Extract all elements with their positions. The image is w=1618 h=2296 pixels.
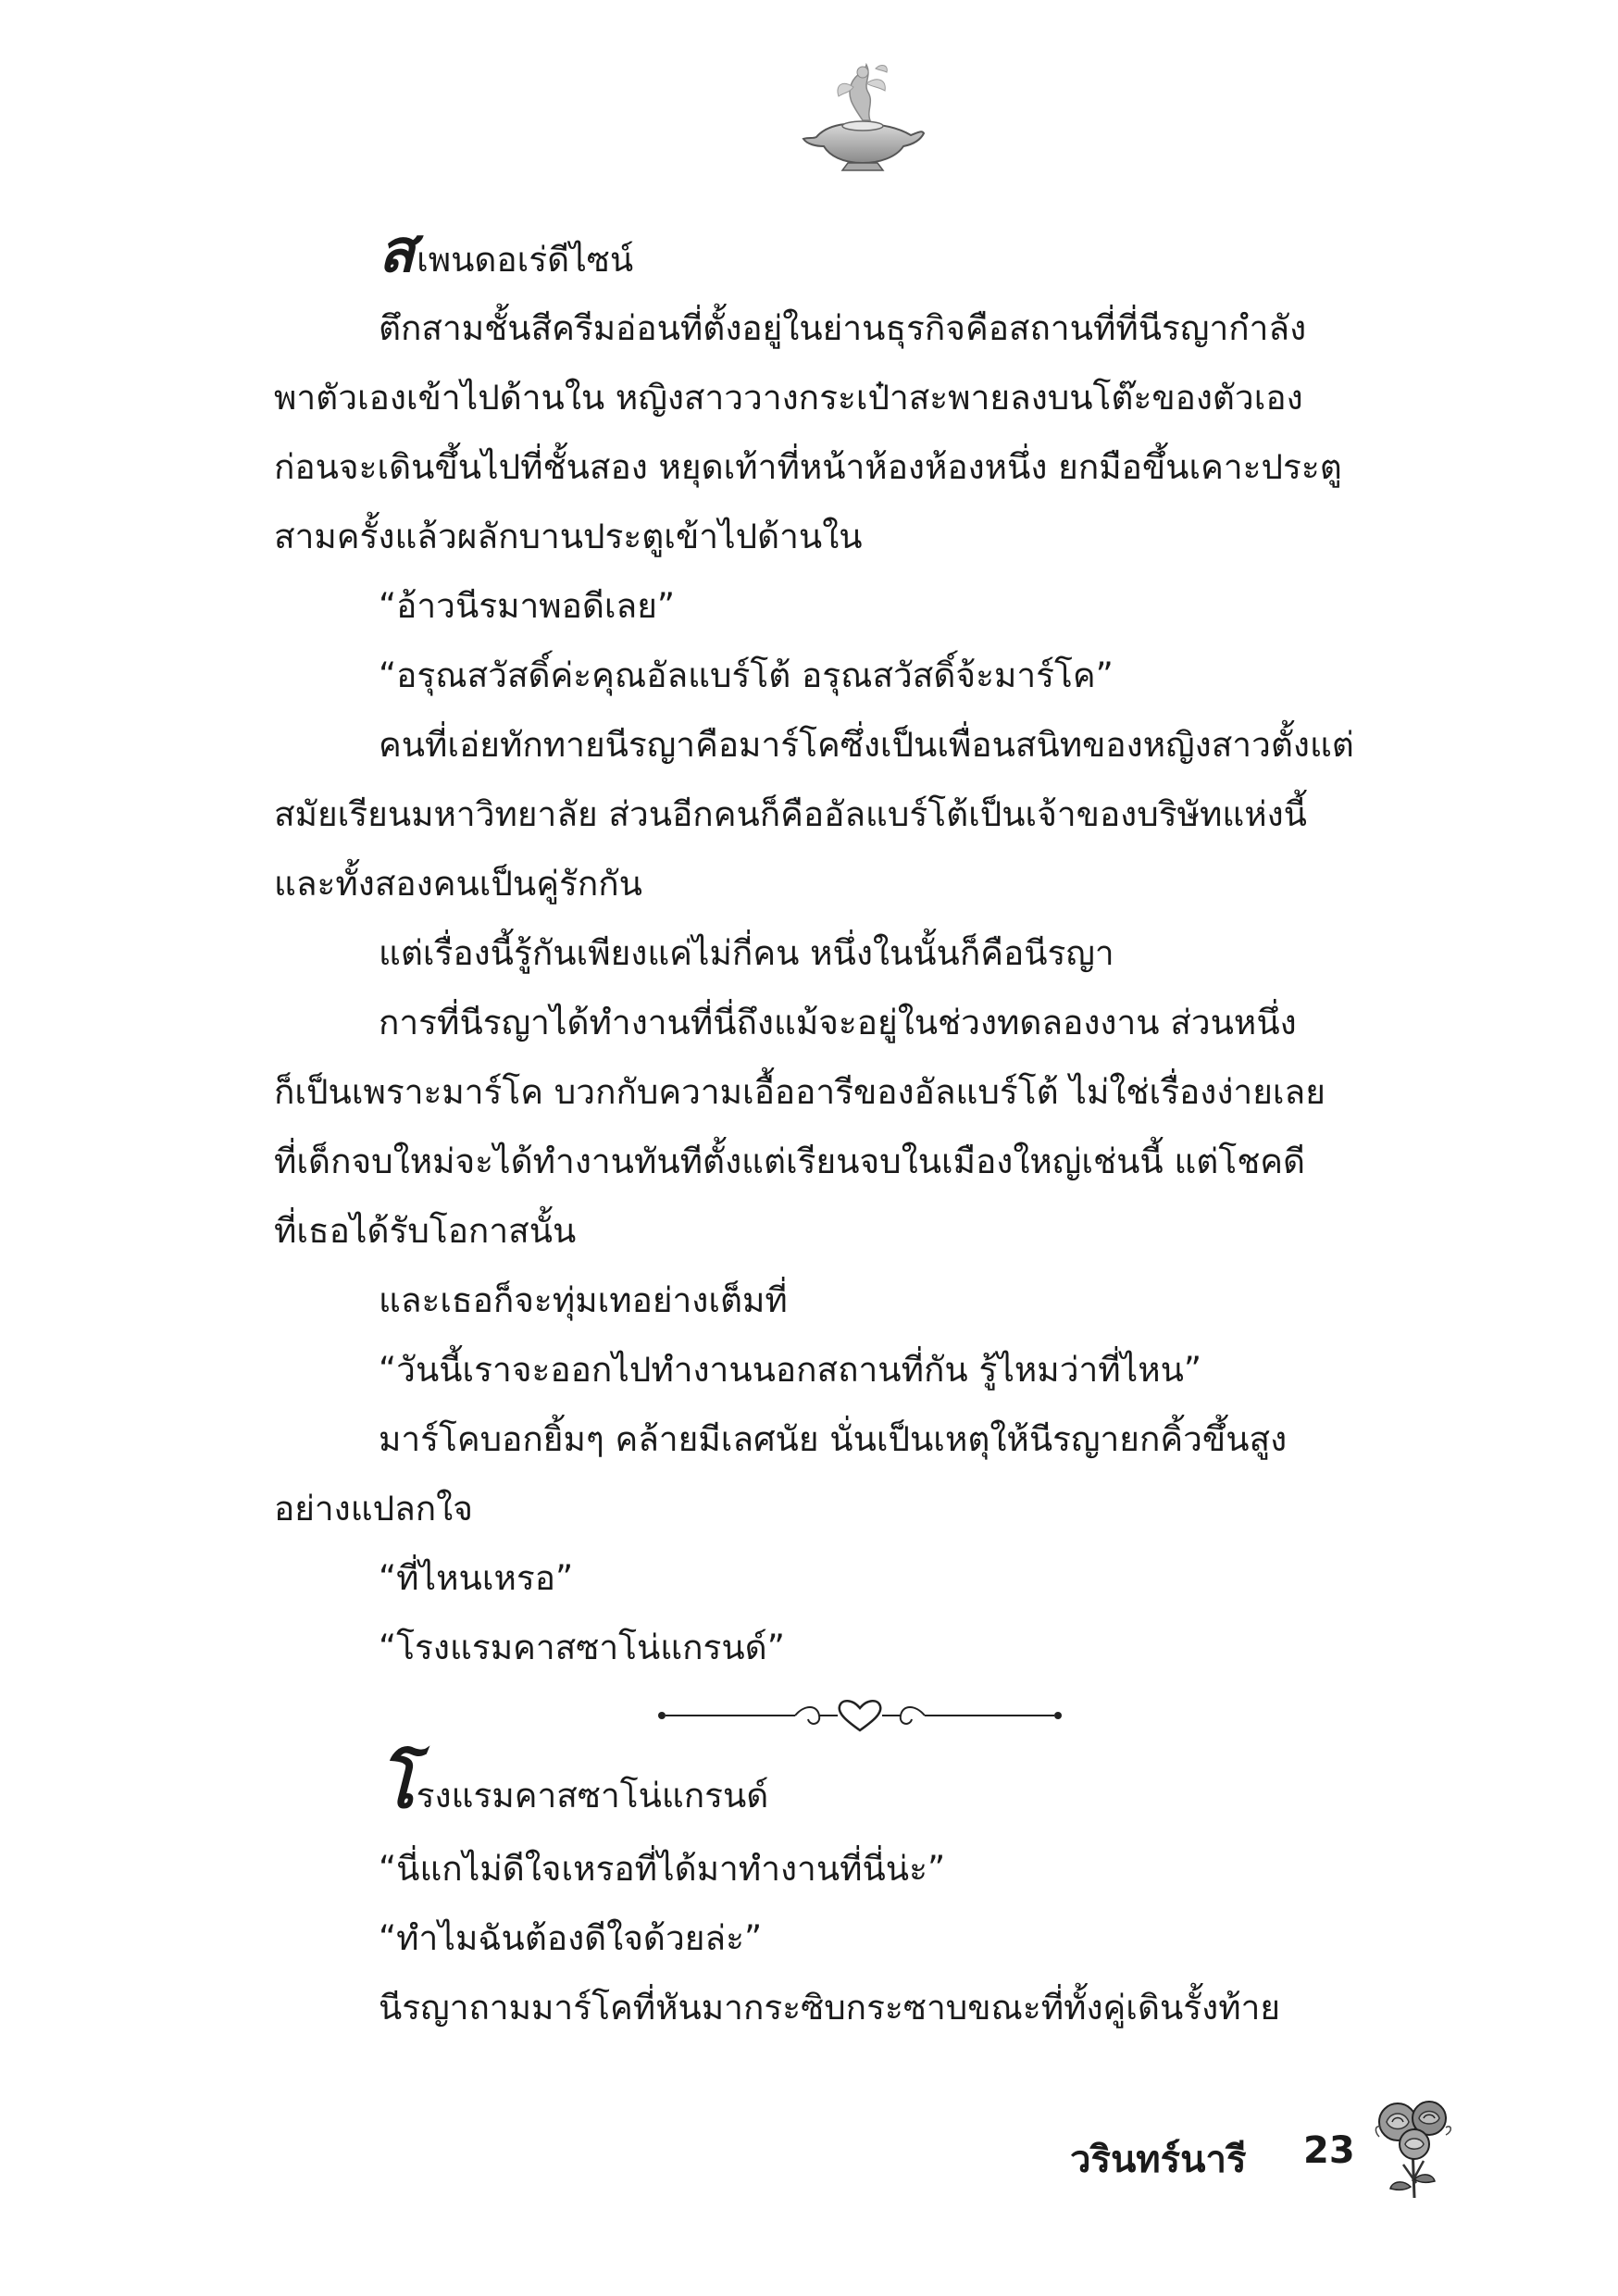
paragraph-line: และเธอก็จะทุ่มเทอย่างเต็มที่ (379, 1280, 788, 1320)
dialogue-line: “อ้าวนีรมาพอดีเลย” (379, 586, 676, 626)
page-footer (1070, 2090, 1496, 2202)
paragraph-line: สามครั้งแล้วผลักบานประตูเข้าไปด้านใน (274, 517, 863, 556)
paragraph-line: ก่อนจะเดินขึ้นไปที่ชั้นสอง หยุดเท้าที่หน้าห้องห้องหนึ่ง ยกมือขึ้นเคาะประตู (274, 447, 1342, 487)
paragraph-line: และทั้งสองคนเป็นคู่รักกัน (274, 864, 642, 904)
paragraph-line: อย่างแปลกใจ (274, 1489, 473, 1529)
paragraph-line: คนที่เอ่ยทักทายนีรญาคือมาร์โคซึ่งเป็นเพื่อนสนิทของหญิงสาวตั้งแต่ (379, 725, 1354, 765)
heading-text: เพนดอเร่ดีไซน์ (417, 240, 634, 280)
paragraph-line: สมัยเรียนมหาวิทยาลัย ส่วนอีกคนก็คืออัลแบร์โต้เป็นเจ้าของบริษัทแห่งนี้ (274, 794, 1307, 834)
paragraph-line: มาร์โคบอกยิ้มๆ คล้ายมีเลศนัย นั่นเป็นเหตุให้นีรญายกคิ้วขึ้นสูง (379, 1419, 1288, 1459)
paragraph-line: พาตัวเองเข้าไปด้านใน หญิงสาววางกระเป๋าสะพายลงบนโต๊ะของตัวเอง (274, 378, 1303, 418)
paragraph-line: ก็เป็นเพราะมาร์โค บวกกับความเอื้ออารีของอัลแบร์โต้ ไม่ใช่เรื่องง่ายเลย (274, 1072, 1326, 1112)
dialogue-line: “โรงแรมคาสซาโน่แกรนด์” (379, 1628, 785, 1667)
section-heading (274, 1745, 1462, 1834)
dialogue-line: “อรุณสวัสดิ์ค่ะคุณอัลแบร์โต้ อรุณสวัสดิ์จ้ะมาร์โค” (379, 655, 1114, 695)
drop-cap: ส (379, 218, 416, 286)
drop-cap: โ (379, 1745, 415, 1823)
genie-lamp-icon (798, 56, 927, 176)
dialogue-line: “วันนี้เราจะออกไปทำงานนอกสถานที่กัน รู้ไหมว่าที่ไหน” (379, 1350, 1202, 1390)
dialogue-line: “ทำไมฉันต้องดีใจด้วยล่ะ” (379, 1918, 763, 1958)
rose-icon (1366, 2090, 1459, 2202)
scene-divider (274, 1682, 1462, 1756)
paragraph-line: ตึกสามชั้นสีครีมอ่อนที่ตั้งอยู่ในย่านธุรกิจคือสถานที่ที่นีรญากำลัง (379, 308, 1307, 348)
paragraph-line: การที่นีรญาได้ทำงานที่นี่ถึงแม้จะอยู่ในช่วงทดลองงาน ส่วนหนึ่ง (379, 1003, 1297, 1042)
paragraph-line: แต่เรื่องนี้รู้กันเพียงแค่ไม่กี่คน หนึ่งในนั้นก็คือนีรญา (379, 933, 1114, 973)
section-heading (274, 218, 1462, 293)
dialogue-line: “ที่ไหนเหรอ” (379, 1558, 574, 1598)
paragraph-line: นีรญาถามมาร์โคที่หันมากระซิบกระซาบขณะที่ทั้งคู่เดินรั้งท้าย (379, 1988, 1281, 2028)
heart-scroll-divider-icon (656, 1695, 1064, 1736)
main-text (274, 218, 1462, 2042)
heading-text: รงแรมคาสซาโน่แกรนด์ (416, 1776, 769, 1816)
paragraph-line: ที่เธอได้รับโอกาสนั้น (274, 1211, 577, 1251)
paragraph-line: ที่เด็กจบใหม่จะได้ทำงานทันทีตั้งแต่เรียนจบในเมืองใหญ่เช่นนี้ แต่โชคดี (274, 1142, 1306, 1181)
page-number: 23 (1303, 2129, 1355, 2172)
dialogue-line: “นี่แกไม่ดีใจเหรอที่ได้มาทำงานที่นี่น่ะ” (379, 1849, 946, 1889)
book-title: วรินทร์นารี (1070, 2139, 1247, 2181)
